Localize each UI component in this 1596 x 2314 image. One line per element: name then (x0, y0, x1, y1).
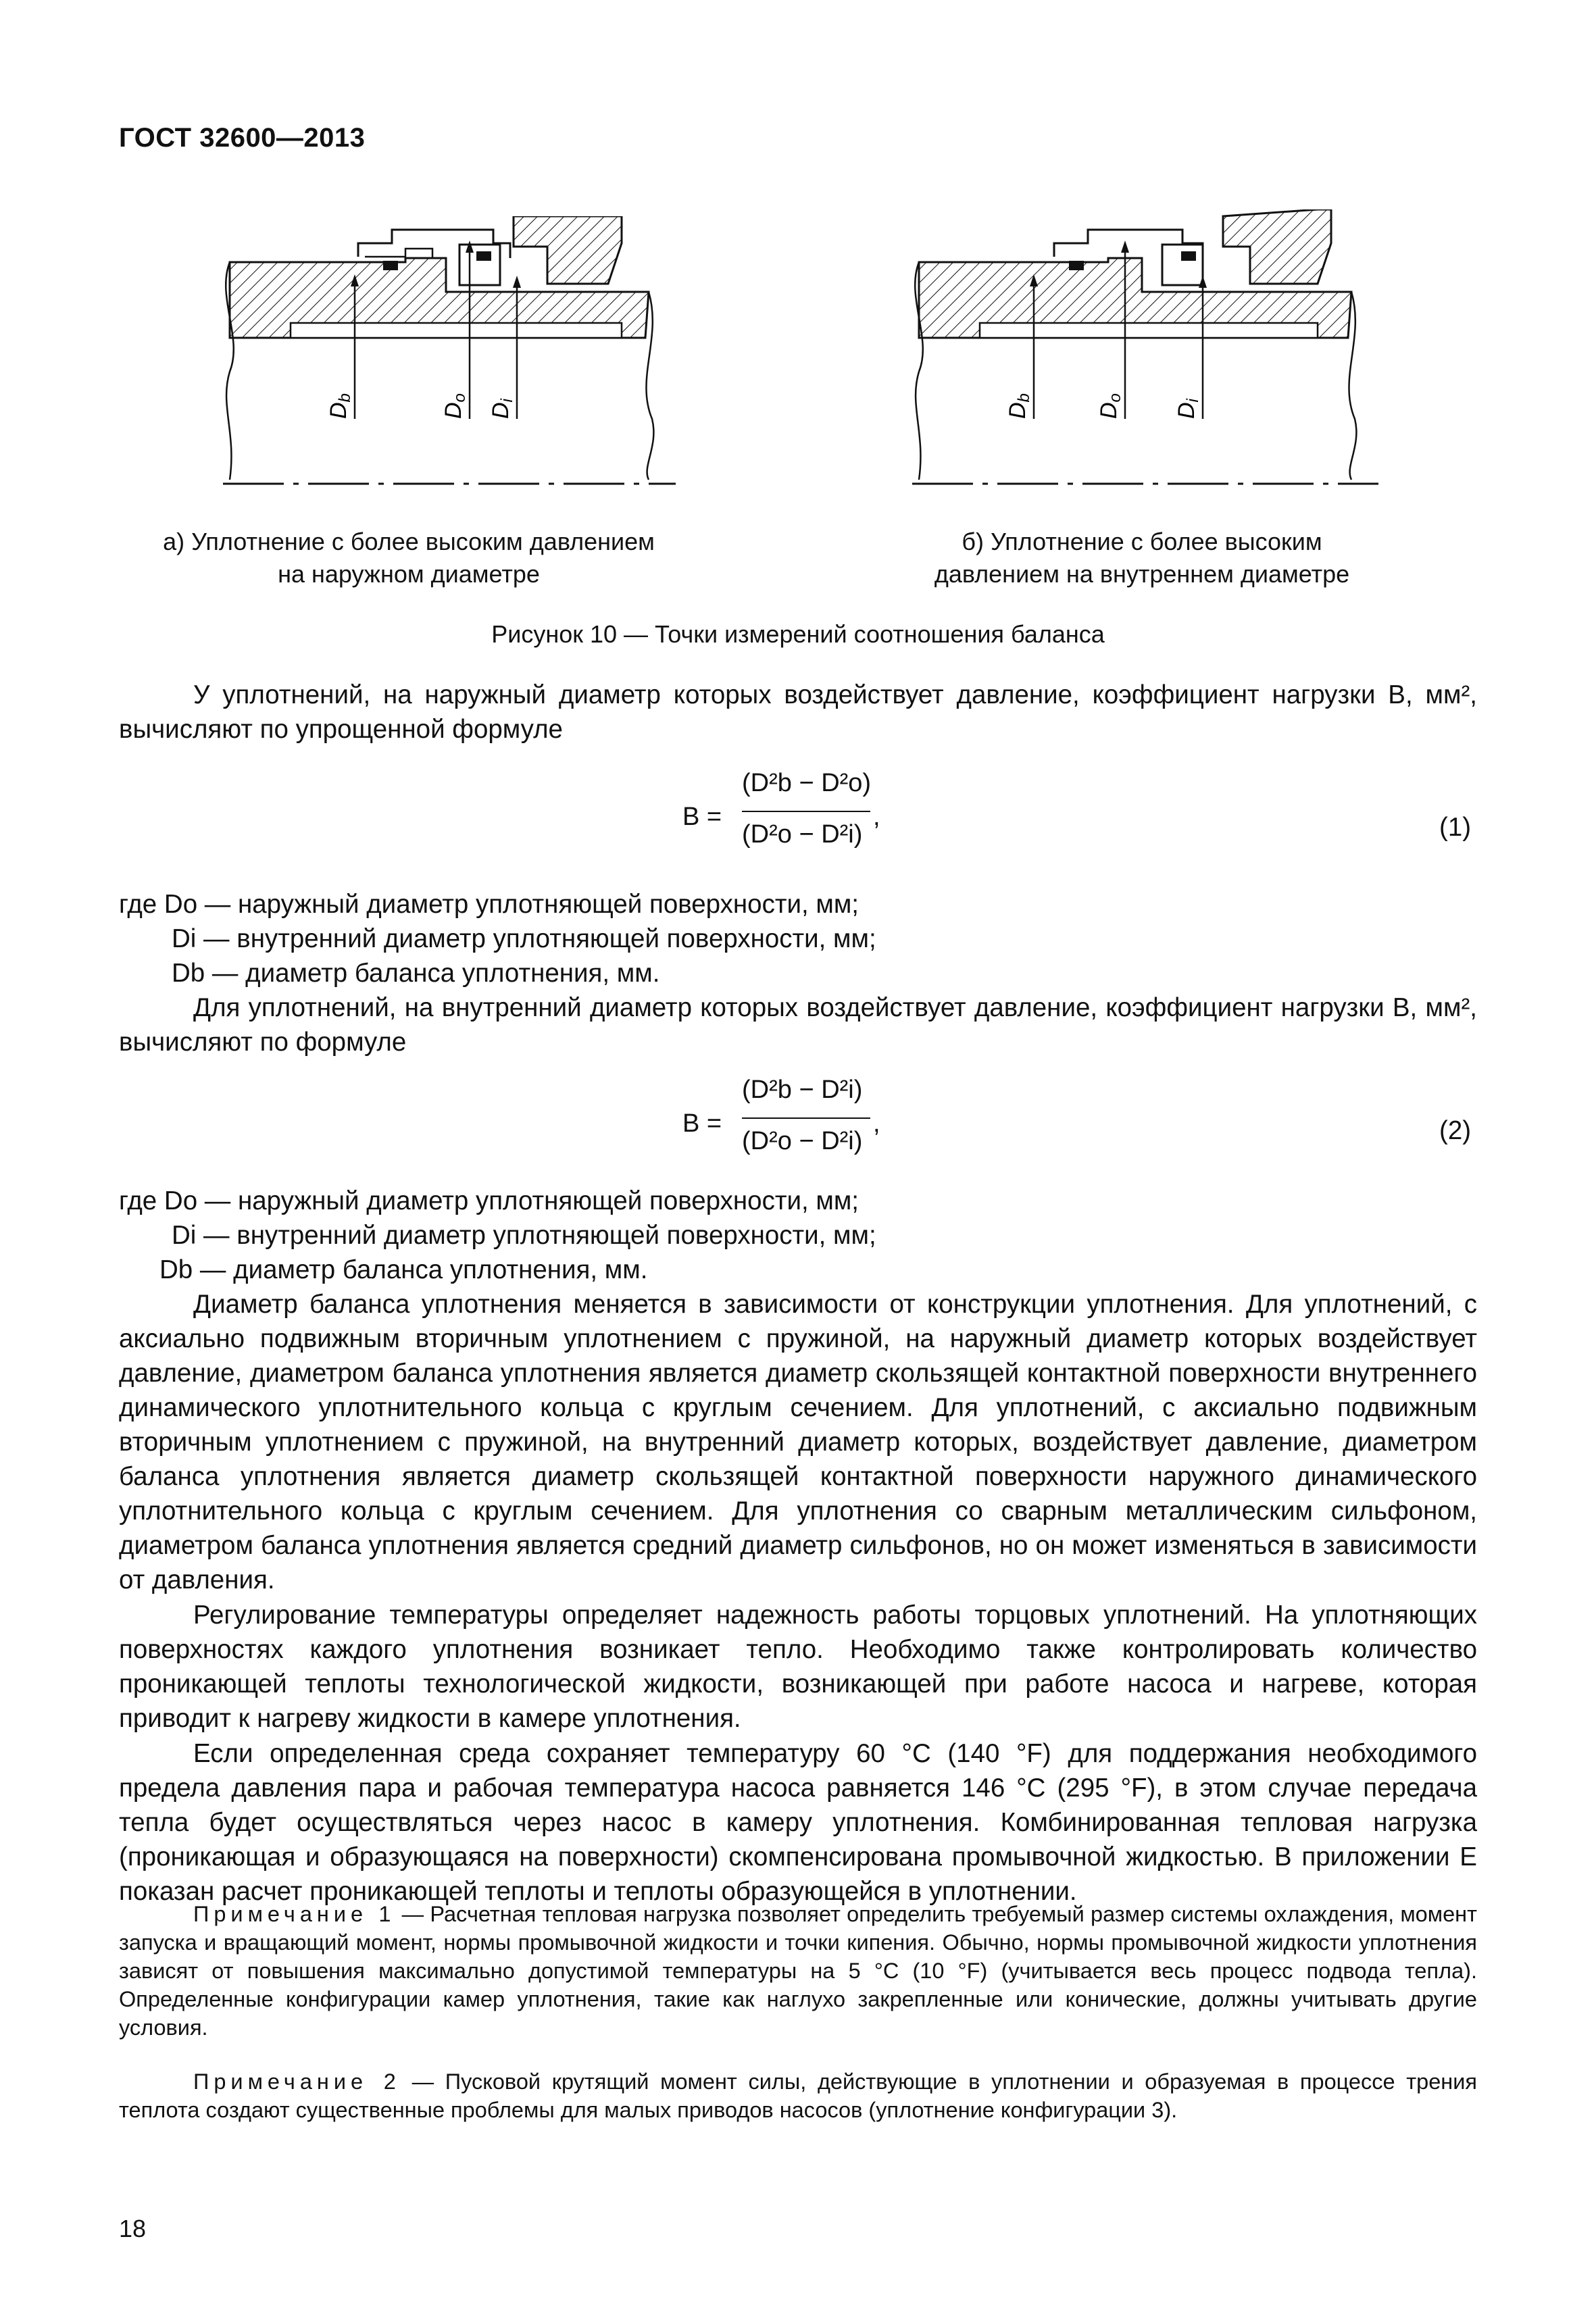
label-db-b: D (1005, 402, 1030, 419)
paragraph-2: Для уплотнений, на внутренний диаметр которых воздействует давление, коэффициент нагрузки B, мм², вычисляют по формуле (119, 993, 1477, 1057)
caption-a-line2: на наружном диаметре (278, 560, 540, 588)
label-db: D (326, 402, 351, 419)
eq1-fraction-bar (742, 811, 870, 812)
paragraph-3: Диаметр баланса уплотнения меняется в зависимости от конструкции уплотнения. Для уплотнений, с аксиально подвижным вторичным уплотнением с пружиной, на наружный диаметр которых воздействует давление, диаметром баланса уплотнения является диаметр скользящей контактной поверхности внутреннего динамического уплотнительного кольца с круглым сечением. Для уплотнений, с аксиально подвижным вторичным уплотнением с пружиной, на внутренний диаметр которых, воздействует давление, диаметром баланса уплотнения является диаметр скользящей контактной поверхности наружного динамического уплотнительного кольца с круглым сечением. Для уплотнения со сварным металлическим сильфоном, диаметром баланса уплотнения является средний диаметр сильфонов, но он может изменяться в зависимости от давления. (119, 1290, 1477, 1594)
svg-text:Di (488, 398, 516, 419)
paragraph-1: У уплотнений, на наружный диаметр которых воздействует давление, коэффициент нагрузки B, мм², вычисляют по упрощенной формуле (119, 680, 1477, 744)
paragraph-5: Если определенная среда сохраняет температуру 60 °С (140 °F) для поддержания необходимого предела давления пара и рабочая температура насоса равняется 146 °С (295 °F), в этом случае передача тепла будет осуществляться через насос в камеру уплотнения. Комбинированная тепловая нагрузка (проникающая и образующаяся на поверхности) скомпенсирована промывочной жидкостью. В приложении Е показан расчет проникающей теплоты и теплоты образующейся в уплотнении. (119, 1739, 1477, 1906)
label-di: D (488, 402, 514, 419)
eq1-lhs: B = (682, 803, 722, 831)
svg-text:Di (1174, 398, 1202, 419)
sub-i: i (498, 399, 516, 403)
where1-line2: Di — внутренний диаметр уплотняющей поверхности, мм; (172, 924, 876, 953)
note-2 (119, 2067, 1477, 2124)
where1-line1: где Do — наружный диаметр уплотняющей поверхности, мм; (119, 890, 859, 919)
label-di-b: D (1174, 402, 1199, 419)
note-1 (119, 1900, 1477, 2042)
figure-b-seal-drawing (885, 209, 1385, 500)
eq1-numerator: (D²b − D²o) (742, 769, 872, 797)
sub-i-b: i (1184, 399, 1202, 403)
caption-b (885, 526, 1399, 590)
page-number: 18 (119, 2215, 147, 2242)
caption-a-line1: а) Уплотнение с более высоким давлением (163, 528, 655, 555)
eq1-number: (1) (1439, 813, 1472, 842)
eq1-comma: , (873, 803, 880, 831)
note1-text: — Расчетная тепловая нагрузка позволяет определить требуемый размер системы охлаждения, момент запуска и вращающий момент, нормы промывочной жидкости и точки кипения. Обычно, нормы промывочной жидкости уплотнения зависят от повышения максимально допустимой температуры на 5 °С (10 °F) (учитывается весь процесс подвода тепла). Определенные конфигурации камер уплотнения, такие как наглухо закрепленные или конические, должны учитывать другие условия. (119, 1902, 1477, 2040)
paragraph-4: Регулирование температуры определяет надежность работы торцовых уплотнений. На уплотняющих поверхностях каждого уплотнения возникает тепло. Необходимо также контролировать количество проникающей теплоты технологической жидкости, возникающей при работе насоса и нагреве, которая приводит к нагреву жидкости в камере уплотнения. (119, 1601, 1477, 1733)
equation-2 (682, 1076, 905, 1184)
sub-b: b (336, 393, 354, 403)
note1-label: Примечание 1 (193, 1902, 396, 1926)
sub-o: o (451, 393, 469, 403)
note2-text: — Пусковой крутящий момент силы, действующие в уплотнении и образуемая в процессе трения теплота создают существенные проблемы для малых приводов насосов (уплотнение конфигурации 3). (119, 2069, 1478, 2122)
where-block-2 (119, 1184, 876, 1287)
figure-a-seal-drawing (203, 216, 689, 500)
svg-text:Db (326, 393, 354, 419)
sub-o-b: o (1106, 393, 1124, 403)
eq2-comma: , (873, 1109, 880, 1138)
eq2-numerator: (D²b − D²i) (742, 1076, 863, 1104)
label-do-b: D (1096, 402, 1122, 419)
figure-title: Рисунок 10 — Точки измерений соотношения баланса (491, 620, 1105, 648)
eq2-number: (2) (1439, 1116, 1472, 1145)
svg-text:Do (441, 393, 469, 419)
equation-1 (682, 769, 905, 877)
where2-line2: Di — внутренний диаметр уплотняющей поверхности, мм; (172, 1221, 876, 1250)
caption-b-line1: б) Уплотнение с более высоким (962, 528, 1322, 555)
eq2-denominator: (D²o − D²i) (742, 1127, 863, 1155)
label-do: D (441, 402, 466, 419)
caption-b-line2: давлением на внутреннем диаметре (934, 560, 1350, 588)
where1-line3: Db — диаметр баланса уплотнения, мм. (172, 959, 660, 988)
where-block-1 (119, 887, 876, 990)
note2-label: Примечание 2 (193, 2069, 401, 2094)
svg-text:Db (1005, 393, 1033, 419)
where2-line1: где Do — наружный диаметр уплотняющей поверхности, мм; (119, 1186, 859, 1215)
eq2-fraction-bar (742, 1117, 870, 1119)
svg-text:Do (1096, 393, 1124, 419)
sub-b-b: b (1015, 393, 1033, 403)
caption-a (122, 526, 696, 590)
document-header: ГОСТ 32600—2013 (119, 123, 366, 153)
eq1-denominator: (D²o − D²i) (742, 820, 863, 849)
where2-line3: Db — диаметр баланса уплотнения, мм. (159, 1255, 648, 1284)
eq2-lhs: B = (682, 1109, 722, 1138)
